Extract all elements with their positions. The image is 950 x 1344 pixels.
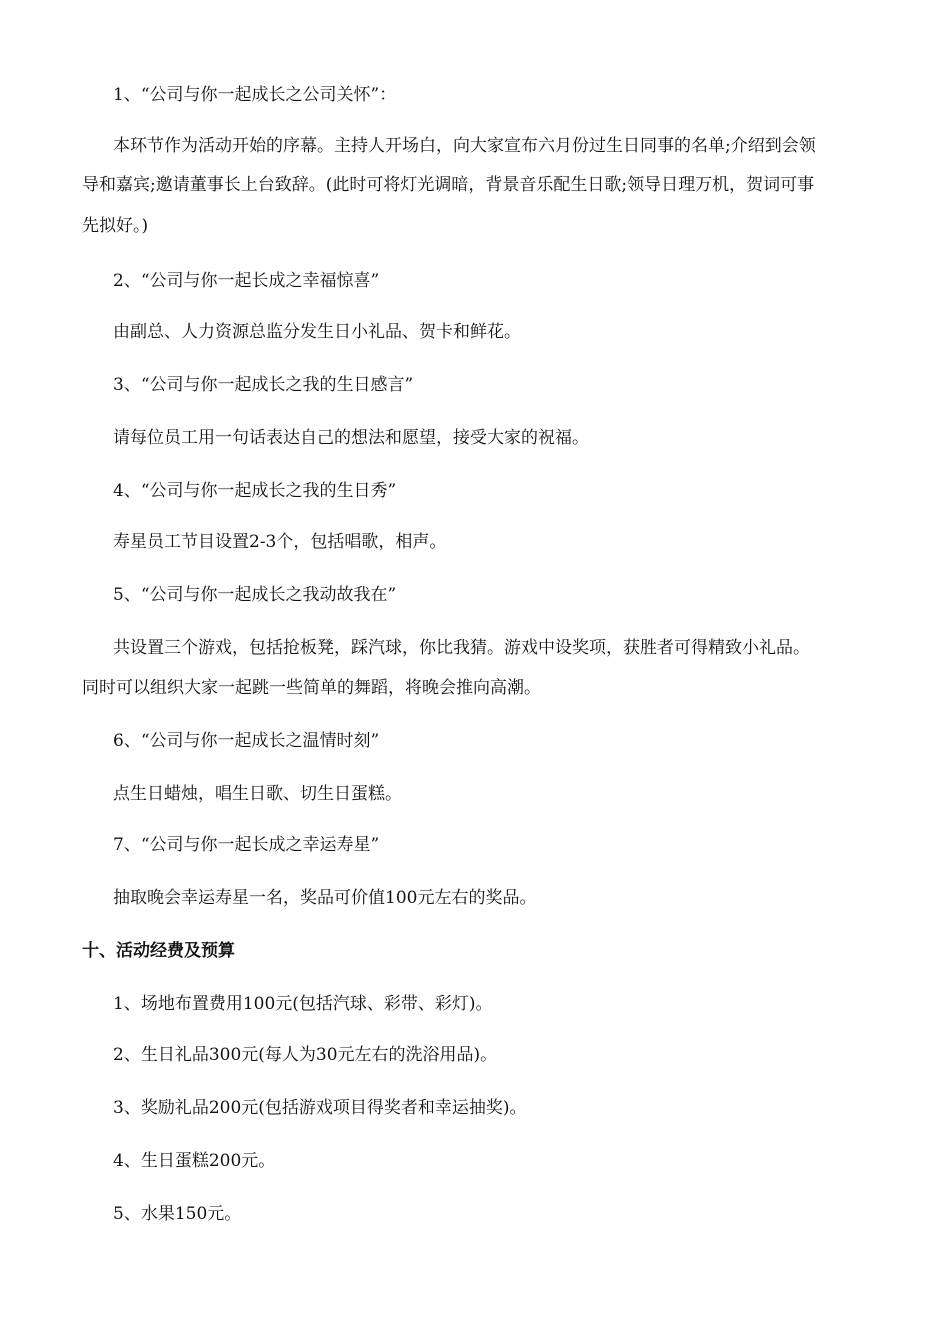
activity-body-line: 同时可以组织大家一起跳一些简单的舞蹈，将晚会推向高潮。 [82, 678, 541, 698]
budget-item: 2、生日礼品300元(每人为30元左右的洗浴用品)。 [113, 1045, 498, 1065]
activity-title: 3、“公司与你一起成长之我的生日感言” [113, 375, 414, 395]
activity-body-line: 点生日蜡烛，唱生日歌、切生日蛋糕。 [113, 784, 402, 804]
budget-item: 5、水果150元。 [113, 1204, 242, 1224]
activity-title: 7、“公司与你一起长成之幸运寿星” [113, 835, 380, 855]
activity-title: 5、“公司与你一起成长之我动故我在” [113, 585, 397, 605]
activity-body-line: 共设置三个游戏，包括抢板凳，踩汽球，你比我猜。游戏中设奖项，获胜者可得精致小礼品。 [113, 638, 810, 658]
activity-title: 6、“公司与你一起成长之温情时刻” [113, 731, 380, 751]
activity-body-line: 先拟好。) [82, 216, 149, 236]
activity-body-line: 寿星员工节目设置2-3个，包括唱歌，相声。 [113, 532, 447, 552]
activity-title: 2、“公司与你一起长成之幸福惊喜” [113, 271, 380, 291]
activity-body-line: 请每位员工用一句话表达自己的想法和愿望，接受大家的祝福。 [113, 428, 589, 448]
budget-item: 3、奖励礼品200元(包括游戏项目得奖者和幸运抽奖)。 [113, 1098, 527, 1118]
budget-item: 4、生日蛋糕200元。 [113, 1151, 276, 1171]
activity-body-line: 由副总、人力资源总监分发生日小礼品、贺卡和鲜花。 [113, 322, 521, 342]
activity-body-line: 导和嘉宾;邀请董事长上台致辞。(此时可将灯光调暗，背景音乐配生日歌;领导日理万机，贺词可事 [82, 175, 815, 195]
budget-item: 1、场地布置费用100元(包括汽球、彩带、彩灯)。 [113, 994, 493, 1014]
section-heading: 十、活动经费及预算 [82, 941, 235, 961]
activity-body-line: 抽取晚会幸运寿星一名，奖品可价值100元左右的奖品。 [113, 888, 537, 908]
activity-title: 4、“公司与你一起成长之我的生日秀” [113, 481, 397, 501]
activity-title: 1、“公司与你一起成长之公司关怀”： [113, 85, 397, 105]
activity-body-line: 本环节作为活动开始的序幕。主持人开场白，向大家宣布六月份过生日同事的名单;介绍到会领 [113, 136, 816, 156]
